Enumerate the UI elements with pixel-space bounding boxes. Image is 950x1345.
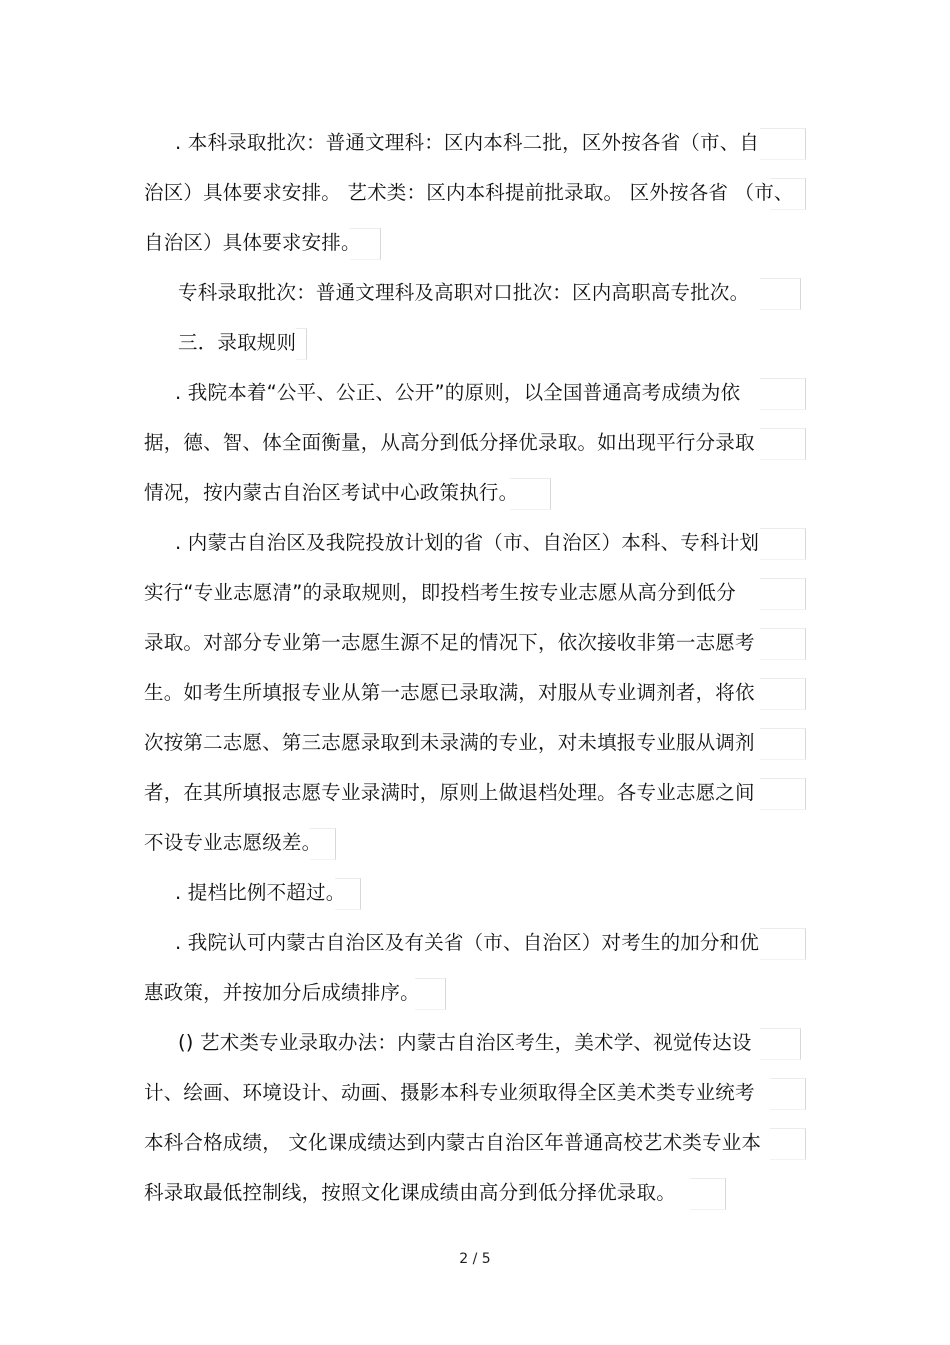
text-line: . 提档比例不超过。 [175, 881, 346, 904]
text-line: 情况，按内蒙古自治区考试中心政策执行。 [144, 481, 519, 504]
text-line: 实行“专业志愿清”的录取规则，即投档考生按专业志愿从高分到低分 [144, 581, 736, 604]
box-edge [760, 378, 806, 410]
box-edge [760, 628, 806, 660]
text-line: . 我院认可内蒙古自治区及有关省（市、自治区）对考生的加分和优 [175, 931, 760, 954]
box-edge [760, 678, 806, 710]
box-edge [760, 1028, 801, 1060]
box-edge [760, 578, 806, 610]
text-line: 治区）具体要求安排。 艺术类：区内本科提前批录取。 区外按各省 （市、 [144, 181, 794, 204]
box-edge [690, 1178, 726, 1210]
box-edge [760, 428, 806, 460]
text-line: . 我院本着“公平、公正、公开”的原则，以全国普通高考成绩为依 [175, 381, 741, 404]
text-line: 自治区）具体要求安排。 [144, 231, 361, 254]
text-line: 计、绘画、环境设计、动画、摄影本科专业须取得全区美术类专业统考 [144, 1081, 755, 1104]
box-edge [760, 528, 806, 560]
box-edge [760, 728, 806, 760]
box-edge [770, 1128, 806, 1160]
text-line: 据，德、智、体全面衡量，从高分到低分择优录取。如出现平行分录取 [144, 431, 755, 454]
box-edge [760, 278, 801, 310]
text-line: 科录取最低控制线，按照文化课成绩由高分到低分择优录取。 [144, 1181, 676, 1204]
text-line: 录取。对部分专业第一志愿生源不足的情况下，依次接收非第一志愿考 [144, 631, 755, 654]
text-line: 专科录取批次：普通文理科及高职对口批次：区内高职高专批次。 [178, 281, 750, 304]
text-line: 惠政策，并按加分后成绩排序。 [144, 981, 420, 1004]
text-line: 次按第二志愿、第三志愿录取到未录满的专业，对未填报专业服从调剂 [144, 731, 755, 754]
text-line: 本科合格成绩， 文化课成绩达到内蒙古自治区年普通高校艺术类专业本 [144, 1131, 762, 1154]
text-line: () 艺术类专业录取办法：内蒙古自治区考生，美术学、视觉传达设 [178, 1031, 752, 1054]
box-edge [770, 1078, 806, 1110]
text-line: 者，在其所填报志愿专业录满时，原则上做退档处理。各专业志愿之间 [144, 781, 755, 804]
text-line: . 内蒙古自治区及我院投放计划的省（市、自治区）本科、专科计划 [175, 531, 760, 554]
box-edge [760, 128, 806, 160]
page-number: 2 / 5 [459, 1251, 491, 1267]
text-line: 不设专业志愿级差。 [144, 831, 322, 854]
box-edge [760, 778, 806, 810]
text-line: . 本科录取批次：普通文理科：区内本科二批，区外按各省（市、自 [175, 131, 760, 154]
box-edge [760, 928, 806, 960]
text-line: 生。如考生所填报专业从第一志愿已录取满，对服从专业调剂者，将依 [144, 681, 755, 704]
section-heading: 三．录取规则 [178, 331, 297, 354]
box-edge [296, 328, 307, 360]
